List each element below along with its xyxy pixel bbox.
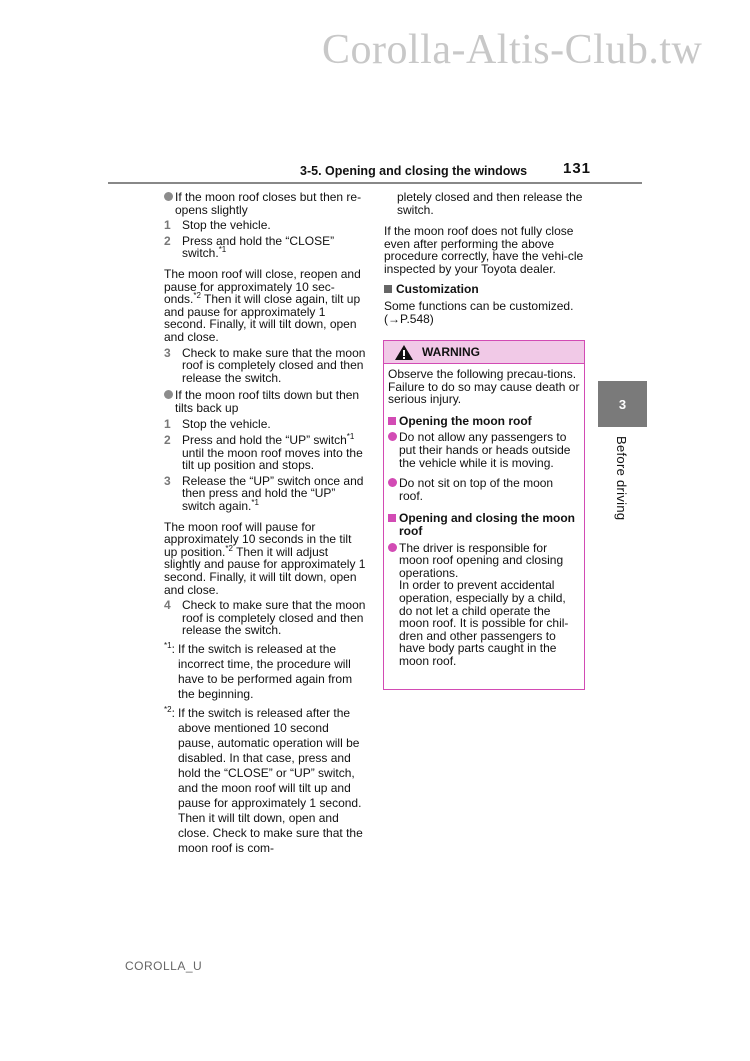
step-item: 4 Check to make sure that the moon roof is completely closed and then release the switch. bbox=[164, 598, 366, 638]
step-item: 1 Stop the vehicle. bbox=[164, 416, 271, 431]
warning-bullet: Do not sit on top of the moon roof. bbox=[388, 477, 580, 502]
footer-code: COROLLA_U bbox=[125, 959, 203, 973]
warning-intro: Observe the following precau-tions. Failure to do so may cause death or serious injury. bbox=[388, 367, 580, 407]
header-rule bbox=[108, 182, 642, 184]
bullet-dot-icon bbox=[388, 432, 397, 441]
paragraph: The moon roof will close, reopen and pause for approximately 10 sec-onds.$^{*2}$ Then it will close again, tilt up and pause for approximately 1 second. Finally, it will tilt down, open and close. bbox=[164, 266, 361, 344]
step-item: 3 Check to make sure that the moon roof is completely closed and then release the switch. bbox=[164, 345, 366, 385]
bullet-dot-icon bbox=[388, 478, 397, 487]
warning-body bbox=[384, 364, 584, 667]
step-item: 3 Release the “UP” switch once and then press and hold the “UP” switch again.$^{*1}$ bbox=[164, 473, 364, 514]
customization-text: Some functions can be customized. (→P.548) bbox=[384, 299, 574, 326]
step-item: 2 Press and hold the “UP” switch$^{*1}$ until the moon roof moves into the tilt up position and stops. bbox=[164, 432, 363, 473]
bullet-moonroof-tilts: If the moon roof tilts down but then tilts back up bbox=[164, 389, 368, 414]
paragraph: If the moon roof does not fully close even after performing the above procedure correctly, have the vehi-cle inspected by your Toyota dealer. bbox=[384, 224, 584, 276]
bullet-dot-icon bbox=[164, 390, 173, 399]
paragraph: The moon roof will pause for approximately 10 seconds in the tilt up position.$^{*2}$ Then it will adjust slightly and pause for approximately 1 second. Finally, it will tilt down, open and close. bbox=[164, 519, 366, 597]
warning-bullet: The driver is responsible for moon roof opening and closing operations. In order to prevent accidental operation, especially by a child, do not let a child operate the moon roof. It is possible for chil-dren and other passengers to have body parts caught in the moon roof. bbox=[388, 542, 580, 668]
page-number: 131 bbox=[563, 160, 592, 177]
bullet-dot-icon bbox=[164, 192, 173, 201]
square-bullet-icon bbox=[388, 417, 396, 425]
bullet-moonroof-reopens: If the moon roof closes but then re-opens slightly bbox=[164, 191, 368, 216]
step-item: 2 Press and hold the “CLOSE” switch.$^{*1}$ bbox=[164, 233, 335, 261]
section-title: 3-5. Opening and closing the windows bbox=[300, 164, 528, 178]
footnote: $^{*1}$: If the switch is released at the incorrect time, the procedure will have to be performed again from the beginning. bbox=[164, 641, 353, 701]
watermark: Corolla-Altis-Club.tw bbox=[322, 27, 703, 73]
chapter-tab-label: Before driving bbox=[614, 436, 629, 521]
square-bullet-icon bbox=[384, 285, 392, 293]
right-column bbox=[384, 191, 586, 325]
continued-text: pletely closed and then release the switch. bbox=[397, 190, 583, 217]
square-bullet-icon bbox=[388, 514, 396, 522]
bullet-dot-icon bbox=[388, 543, 397, 552]
left-column bbox=[164, 191, 368, 856]
warning-box bbox=[383, 340, 585, 690]
customization-heading: Customization bbox=[384, 283, 586, 296]
warning-triangle-icon bbox=[394, 344, 414, 361]
step-item: 1 Stop the vehicle. bbox=[164, 218, 271, 233]
chapter-tab: 3 bbox=[598, 381, 647, 427]
footnote: $^{*2}$: If the switch is released after the above mentioned 10 second pause, automatic operation will be disabled. In that case, press and hold the “CLOSE” or “UP” switch, and the moon roof will tilt up and pause for approximately 1 second. Then it will tilt down, open and close. Check to make sure that the moon roof is com- bbox=[164, 705, 363, 855]
warning-bullet: Do not allow any passengers to put their hands or heads outside the vehicle while it is moving. bbox=[388, 431, 580, 469]
warning-section-heading: Opening the moon roof bbox=[388, 415, 580, 428]
warning-header: WARNING bbox=[384, 341, 584, 364]
warning-section-heading: Opening and closing the moon roof bbox=[388, 512, 580, 537]
